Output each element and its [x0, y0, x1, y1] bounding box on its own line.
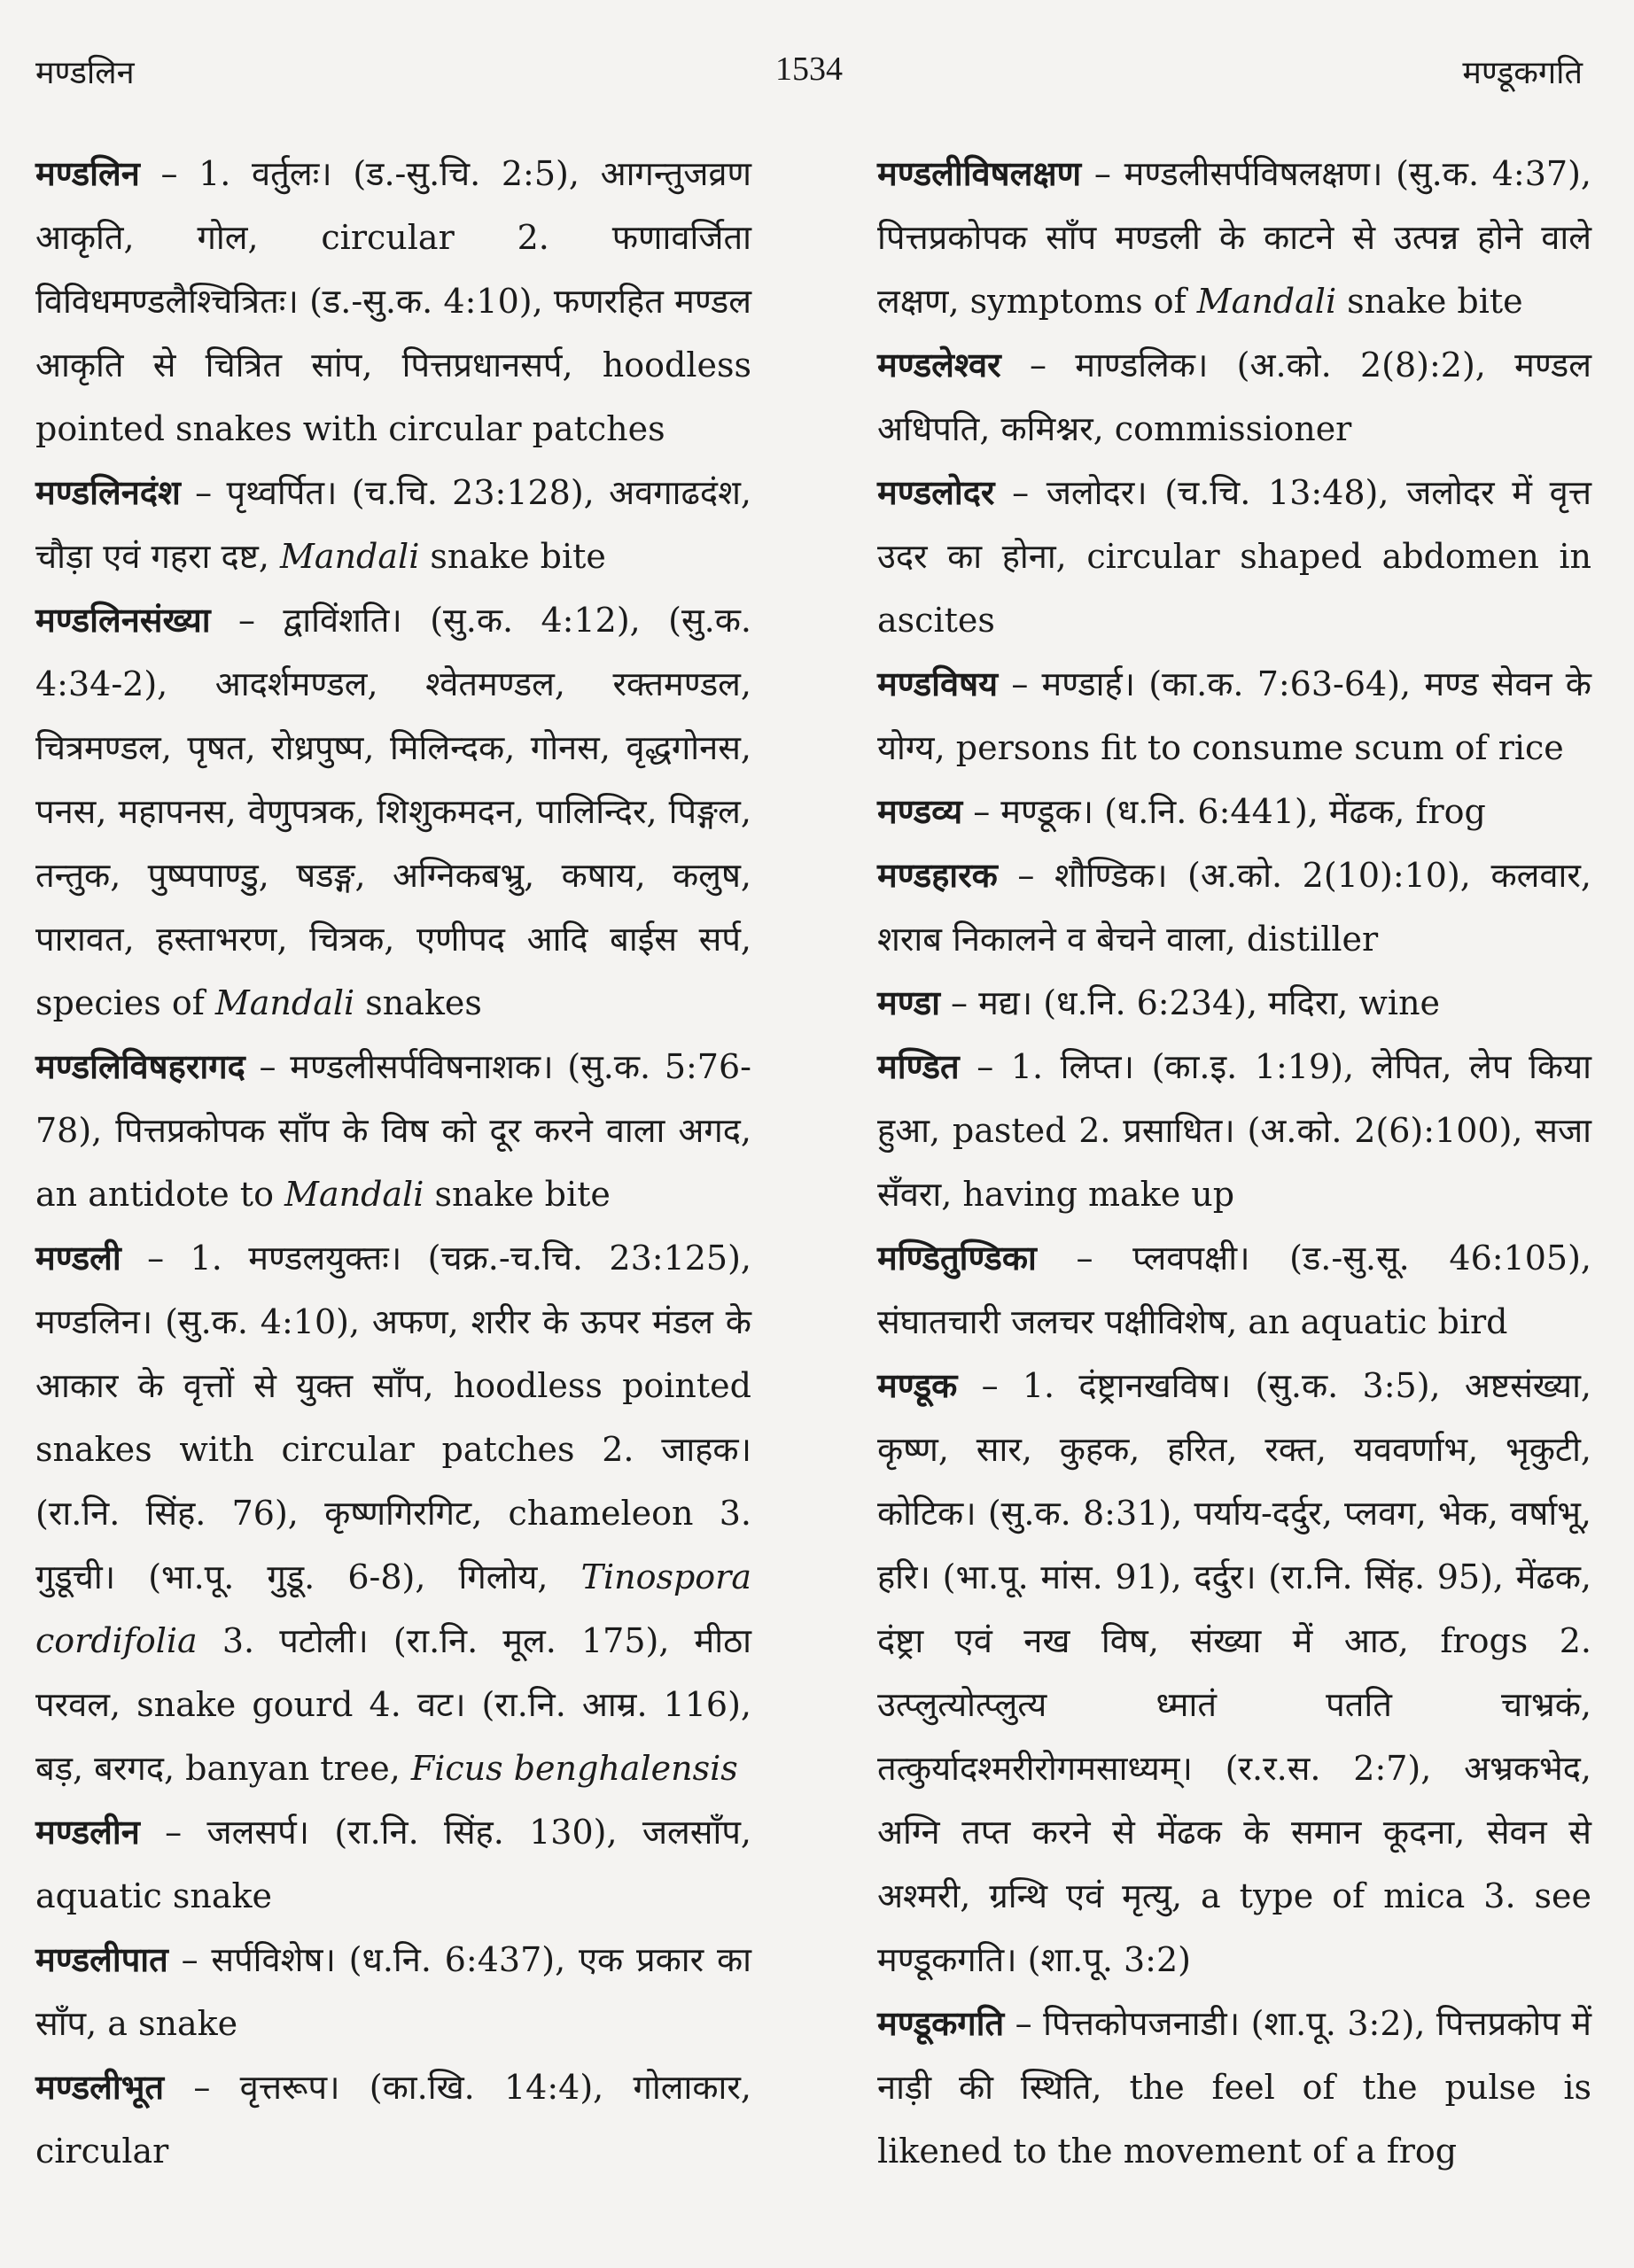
dictionary-entry [35, 142, 751, 461]
entry-definition: – मण्डार्ह। (का.क. 7:63-64), मण्ड सेवन के योग्य, persons fit to consume scum of rice [877, 664, 1591, 767]
dictionary-entry [35, 1226, 751, 1800]
entry-headword: मण्डलिनदंश [35, 472, 181, 512]
dictionary-entry [35, 2055, 751, 2183]
entry-definition: snake bite [424, 1175, 611, 1214]
entry-headword: मण्डली [35, 1238, 121, 1278]
dictionary-entry [877, 461, 1591, 652]
entry-italic-term: Tinospora cordifolia [35, 1557, 751, 1660]
entry-headword: मण्डलीभूत [35, 2067, 165, 2107]
entry-definition: snake bite [419, 537, 606, 576]
entry-italic-term: Mandali [1196, 282, 1337, 321]
entry-definition: – जलोदर। (च.चि. 13:48), जलोदर में वृत्त उदर का होना, circular shaped abdomen in ascites [877, 473, 1591, 640]
entry-definition: – 1. वर्तुलः। (ड.-सु.चि. 2:5), आगन्तुजव्रण आकृति, गोल, circular 2. फणावर्जिता विविधमण्डलैश्चित्रितः। (ड.-सु.क. 4:10), फणरहित मण्डल आकृति से चित्रित सांप, पित्तप्रधानसर्प, hoodless pointed snakes with circular patches [35, 154, 751, 448]
page-number: 1534 [775, 50, 843, 88]
entry-definition: snakes [354, 983, 482, 1022]
entry-definition: snake bite [1336, 282, 1523, 321]
dictionary-entry [877, 652, 1591, 780]
entry-definition: 3. पटोली। (रा.नि. मूल. 175), मीठा परवल, snake gourd 4. वट। (रा.नि. आम्र. 116), बड़, बरगद, banyan tree, [35, 1621, 751, 1788]
entry-headword: मण्डलिनसंख्या [35, 600, 211, 640]
entry-headword: मण्डूकगति [877, 2003, 1005, 2043]
dictionary-entry [877, 1226, 1591, 1354]
entry-headword: मण्डलीन [35, 1812, 140, 1852]
entry-headword: मण्डा [877, 983, 940, 1022]
entry-definition: – मण्डलीसर्पविषनाशक। (सु.क. 5:76-78), पित्तप्रकोपक साँप के विष को दूर करने वाला अगद, an antidote to [35, 1047, 751, 1214]
entry-definition: – पृथ्वर्पित। (च.चि. 23:128), अवगाढदंश, चौड़ा एवं गहरा दष्ट, [35, 473, 751, 576]
dictionary-entry [877, 780, 1591, 843]
entry-definition: – मण्डूक। (ध.नि. 6:441), मेंढक, frog [962, 792, 1486, 831]
entry-definition: – जलसर्प। (रा.नि. सिंह. 130), जलसाँप, aquatic snake [35, 1813, 751, 1915]
dictionary-entry [35, 588, 751, 1035]
header-left-guide-word: मण्डलिन [35, 55, 135, 91]
entry-headword: मण्डव्य [877, 791, 963, 831]
dictionary-entry [35, 1035, 751, 1226]
entry-italic-term: Mandali [284, 1175, 424, 1214]
entry-definition: – सर्पविशेष। (ध.नि. 6:437), एक प्रकार का साँप, a snake [35, 1940, 751, 2043]
left-column [35, 142, 751, 2183]
entry-headword: मण्डलेश्वर [877, 345, 1001, 384]
entry-headword: मण्डितुण्डिका [877, 1238, 1037, 1278]
entry-headword: मण्डलिविषहरागद [35, 1046, 245, 1086]
dictionary-entry [877, 1035, 1591, 1226]
header-right-guide-word: मण्डूकगति [1462, 55, 1583, 91]
entry-definition: – पित्तकोपजनाडी। (शा.पू. 3:2), पित्तप्रकोप में नाड़ी की स्थिति, the feel of the pulse is likened to the movement of a frog [877, 2004, 1591, 2171]
entry-definition: – वृत्तरूप। (का.खि. 14:4), गोलाकार, circular [35, 2068, 751, 2171]
entry-headword: मण्डहारक [877, 855, 998, 895]
entry-definition: – 1. दंष्ट्रानखविष। (सु.क. 3:5), अष्टसंख्या, कृष्ण, सार, कुहक, हरित, रक्त, यववर्णाभ, भृकुटी, कोटिक। (सु.क. 8:31), पर्याय-दर्दुर, प्लवग, भेक, वर्षाभू, हरि। (भा.पू. मांस. 91), दर्दुर। (रा.नि. सिंह. 95), मेंढक, दंष्ट्रा एवं नख विष, संख्या में आठ, frogs 2. उत्प्लुत्योत्प्लुत्य ध्मातं पतति चाभ्रकं, तत्कुर्यादश्मरीरोगमसाध्यम्। (र.र.स. 2:7), अभ्रकभेद, अग्नि तप्त करने से मेंढक के समान कूदना, सेवन से अश्मरी, ग्रन्थि एवं मृत्यु, a type of mica 3. see मण्डूकगति। (शा.पू. 3:2) [877, 1366, 1591, 1979]
entry-headword: मण्डलीपात [35, 1939, 168, 1979]
entry-italic-term: Mandali [214, 983, 355, 1022]
right-column [877, 142, 1591, 2183]
dictionary-entry [877, 333, 1591, 461]
dictionary-entry [877, 843, 1591, 971]
page-header [35, 50, 1583, 94]
entry-definition: – शौण्डिक। (अ.को. 2(10):10), कलवार, शराब निकालने व बेचने वाला, distiller [877, 856, 1591, 959]
entry-headword: मण्डूक [877, 1365, 958, 1405]
dictionary-entry [35, 1800, 751, 1928]
entry-definition: – मद्य। (ध.नि. 6:234), मदिरा, wine [939, 983, 1441, 1022]
entry-headword: मण्डलिन [35, 153, 140, 193]
entry-definition: – 1. मण्डलयुक्तः। (चक्र.-च.चि. 23:125), मण्डलिन। (सु.क. 4:10), अफण, शरीर के ऊपर मंडल के आकार के वृत्तों से युक्त साँप, hoodless pointed snakes with circular patches 2. जाहक। (रा.नि. सिंह. 76), कृष्णगिरगिट, chameleon 3. गुडूची। (भा.पू. गुडू. 6-8), गिलोय, [35, 1239, 751, 1596]
entry-definition: – प्लवपक्षी। (ड.-सु.सू. 46:105), संघातचारी जलचर पक्षीविशेष, an aquatic bird [877, 1239, 1591, 1341]
entry-italic-term: Mandali [280, 537, 420, 576]
dictionary-entry [877, 1992, 1591, 2183]
entry-headword: मण्डलीविषलक्षण [877, 153, 1082, 193]
dictionary-entry [35, 1928, 751, 2055]
entry-headword: मण्डविषय [877, 664, 999, 703]
dictionary-entry [35, 461, 751, 588]
dictionary-entry [877, 1354, 1591, 1992]
dictionary-entry [877, 142, 1591, 333]
entry-definition: – 1. लिप्त। (का.इ. 1:19), लेपित, लेप किया हुआ, pasted 2. प्रसाधित। (अ.को. 2(6):100), सजा सँवरा, having make up [877, 1047, 1591, 1214]
entry-definition: – द्वाविंशति। (सु.क. 4:12), (सु.क. 4:34-2), आदर्शमण्डल, श्वेतमण्डल, रक्तमण्डल, चित्रमण्डल, पृषत, रोध्रपुष्प, मिलिन्दक, गोनस, वृद्धगोनस, पनस, महापनस, वेणुपत्रक, शिशुकमदन, पालिन्दिर, पिङ्गल, तन्तुक, पुष्पपाण्डु, षडङ्ग, अग्निकबभ्रु, कषाय, कलुष, पारावत, हस्ताभरण, चित्रक, एणीपद आदि बाईस सर्प, species of [35, 601, 751, 1022]
entry-headword: मण्डित [877, 1046, 960, 1086]
entry-definition: – मण्डलीसर्पविषलक्षण। (सु.क. 4:37), पित्तप्रकोपक साँप मण्डली के काटने से उत्पन्न होने वाले लक्षण, symptoms of [877, 154, 1591, 321]
entry-headword: मण्डलोदर [877, 472, 995, 512]
entry-italic-term: Ficus benghalensis [410, 1749, 738, 1788]
entry-definition: – माण्डलिक। (अ.को. 2(8):2), मण्डल अधिपति, कमिश्नर, commissioner [877, 346, 1591, 448]
dictionary-entry [877, 971, 1591, 1035]
